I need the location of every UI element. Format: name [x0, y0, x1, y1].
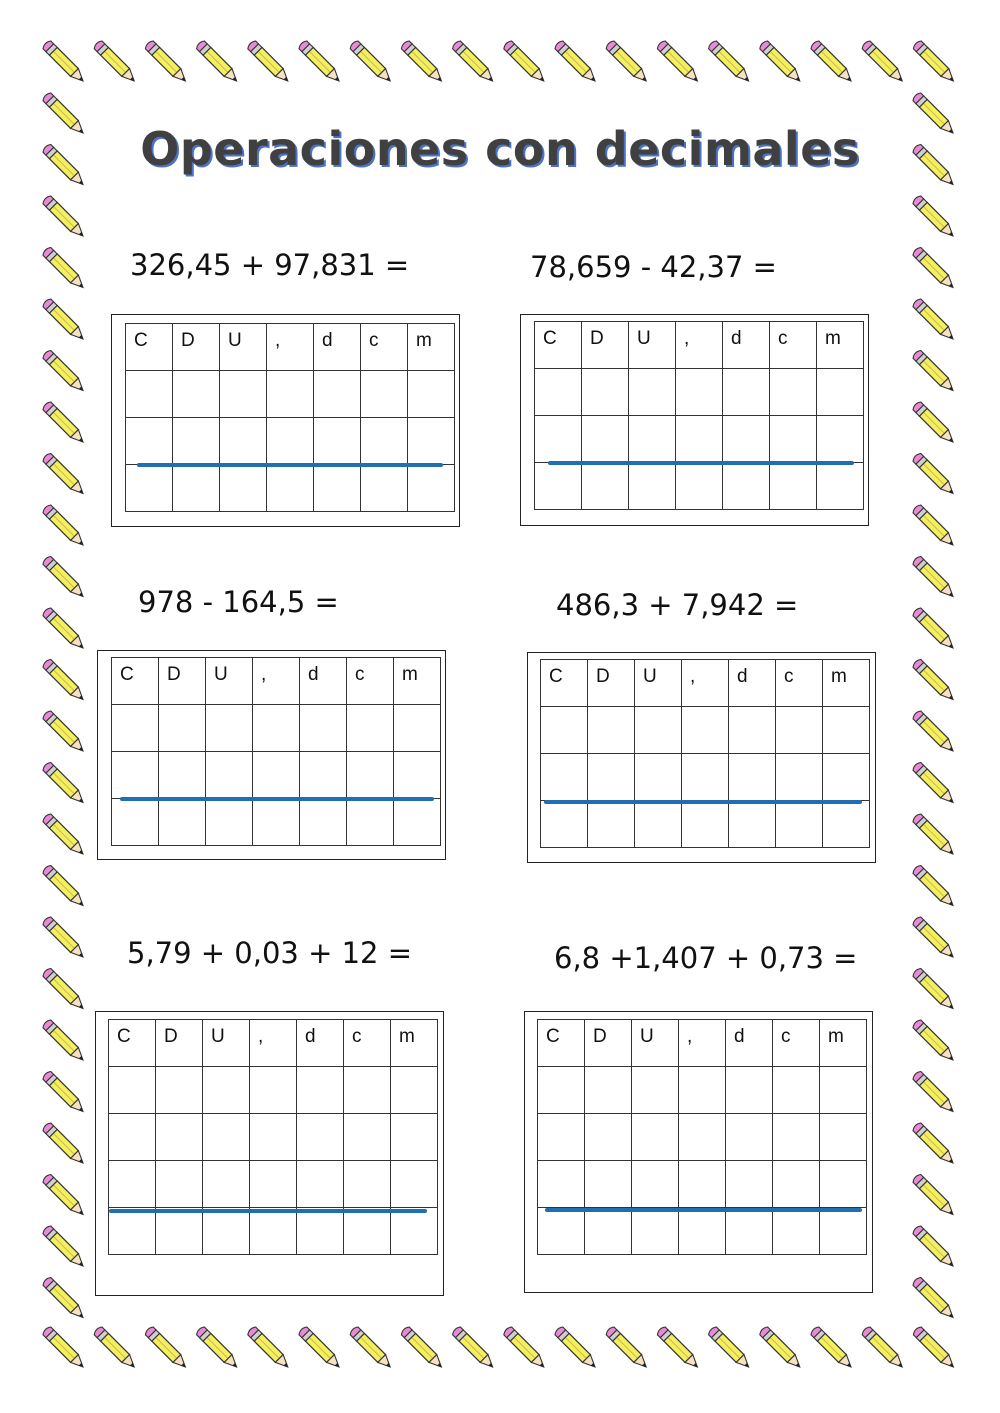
pencil-icon	[93, 40, 138, 85]
pencil-icon	[912, 1122, 957, 1167]
answer-cell[interactable]	[314, 371, 361, 418]
answer-cell[interactable]	[776, 801, 823, 848]
pencil-icon	[349, 1326, 394, 1371]
answer-cell[interactable]	[173, 418, 220, 465]
exercise-3-box	[97, 650, 446, 860]
answer-cell[interactable]	[297, 1067, 344, 1114]
pencil-icon	[758, 40, 803, 85]
answer-cell[interactable]	[206, 705, 253, 752]
pencil-icon	[246, 40, 291, 85]
answer-cell[interactable]	[126, 371, 173, 418]
sum-line	[120, 797, 434, 801]
answer-cell[interactable]	[635, 801, 682, 848]
pencil-icon	[42, 658, 87, 703]
answer-cell[interactable]	[159, 705, 206, 752]
header-cell: m	[394, 658, 441, 705]
pencil-icon	[912, 710, 957, 755]
pencil-icon	[912, 658, 957, 703]
header-cell: U	[635, 660, 682, 707]
pencil-icon	[42, 1276, 87, 1321]
exercise-3-expression: 978 - 164,5 =	[138, 585, 339, 619]
answer-cell[interactable]	[776, 754, 823, 801]
answer-cell[interactable]	[676, 463, 723, 510]
answer-cell[interactable]	[297, 1161, 344, 1208]
pencil-icon	[144, 40, 189, 85]
answer-cell[interactable]	[726, 1161, 773, 1208]
answer-cell[interactable]	[773, 1067, 820, 1114]
pencil-icon	[605, 40, 650, 85]
pencil-icon	[554, 40, 599, 85]
pencil-icon	[42, 401, 87, 446]
pencil-icon	[912, 452, 957, 497]
answer-cell[interactable]	[314, 418, 361, 465]
pencil-icon	[42, 1019, 87, 1064]
answer-cell[interactable]	[300, 799, 347, 846]
pencil-icon	[861, 1326, 906, 1371]
answer-cell[interactable]	[109, 1161, 156, 1208]
pencil-icon	[42, 504, 87, 549]
pencil-icon	[912, 195, 957, 240]
exercise-5-grid	[108, 1019, 438, 1255]
header-cell: c	[347, 658, 394, 705]
answer-cell[interactable]	[156, 1161, 203, 1208]
answer-cell[interactable]	[632, 1208, 679, 1255]
header-cell: c	[776, 660, 823, 707]
pencil-icon	[42, 40, 87, 85]
header-cell: U	[220, 324, 267, 371]
exercise-6-box	[524, 1011, 873, 1293]
pencil-icon	[42, 607, 87, 652]
pencil-icon	[195, 1326, 240, 1371]
sum-line	[544, 800, 862, 804]
answer-cell[interactable]	[729, 801, 776, 848]
answer-cell[interactable]	[582, 463, 629, 510]
answer-cell[interactable]	[723, 369, 770, 416]
answer-cell[interactable]	[820, 1208, 867, 1255]
answer-cell[interactable]	[679, 1161, 726, 1208]
answer-cell[interactable]	[588, 801, 635, 848]
pencil-icon	[349, 40, 394, 85]
page-title: Operaciones con decimales	[140, 122, 860, 176]
pencil-icon	[912, 504, 957, 549]
answer-cell[interactable]	[394, 705, 441, 752]
pencil-icon	[912, 967, 957, 1012]
exercise-6-expression: 6,8 +1,407 + 0,73 =	[554, 941, 858, 975]
header-cell: D	[173, 324, 220, 371]
pencil-icon	[93, 1326, 138, 1371]
exercise-2-grid	[534, 321, 864, 510]
answer-cell[interactable]	[347, 752, 394, 799]
answer-cell[interactable]	[220, 418, 267, 465]
answer-cell[interactable]	[250, 1161, 297, 1208]
answer-cell[interactable]	[635, 754, 682, 801]
answer-cell[interactable]	[220, 465, 267, 512]
pencil-icon	[298, 1326, 343, 1371]
pencil-icon	[912, 349, 957, 394]
answer-cell[interactable]	[773, 1208, 820, 1255]
pencil-icon	[912, 1173, 957, 1218]
sum-line	[548, 461, 854, 465]
pencil-icon	[912, 1326, 957, 1371]
answer-cell[interactable]	[682, 801, 729, 848]
header-cell: d	[297, 1020, 344, 1067]
exercise-5-box	[95, 1011, 444, 1296]
answer-cell[interactable]	[582, 416, 629, 463]
header-cell: c	[773, 1020, 820, 1067]
answer-cell[interactable]	[629, 416, 676, 463]
pencil-icon	[912, 761, 957, 806]
answer-cell[interactable]	[391, 1208, 438, 1255]
answer-cell[interactable]	[112, 752, 159, 799]
answer-cell[interactable]	[156, 1067, 203, 1114]
pencil-icon	[400, 40, 445, 85]
answer-cell[interactable]	[391, 1161, 438, 1208]
answer-cell[interactable]	[250, 1208, 297, 1255]
pencil-icon	[400, 1326, 445, 1371]
sum-line	[545, 1208, 862, 1212]
answer-cell[interactable]	[535, 369, 582, 416]
answer-cell[interactable]	[109, 1114, 156, 1161]
answer-cell[interactable]	[361, 465, 408, 512]
answer-cell[interactable]	[300, 705, 347, 752]
answer-cell[interactable]	[823, 801, 870, 848]
answer-cell[interactable]	[823, 754, 870, 801]
answer-cell[interactable]	[726, 1114, 773, 1161]
answer-cell[interactable]	[109, 1067, 156, 1114]
pencil-icon	[912, 916, 957, 961]
answer-cell[interactable]	[253, 752, 300, 799]
header-cell: ,	[682, 660, 729, 707]
header-cell: d	[723, 322, 770, 369]
pencil-icon	[656, 1326, 701, 1371]
header-cell: d	[314, 324, 361, 371]
pencil-icon	[451, 1326, 496, 1371]
pencil-icon	[246, 1326, 291, 1371]
answer-cell[interactable]	[582, 369, 629, 416]
answer-cell[interactable]	[588, 707, 635, 754]
pencil-icon	[42, 864, 87, 909]
header-cell: U	[629, 322, 676, 369]
answer-cell[interactable]	[109, 1208, 156, 1255]
pencil-icon	[912, 555, 957, 600]
answer-cell[interactable]	[682, 707, 729, 754]
pencil-icon	[912, 298, 957, 343]
answer-cell[interactable]	[723, 463, 770, 510]
answer-cell[interactable]	[820, 1067, 867, 1114]
answer-cell[interactable]	[344, 1114, 391, 1161]
answer-cell[interactable]	[682, 754, 729, 801]
answer-cell[interactable]	[585, 1161, 632, 1208]
pencil-icon	[42, 1225, 87, 1270]
pencil-icon	[42, 1122, 87, 1167]
pencil-icon	[912, 813, 957, 858]
header-cell: ,	[679, 1020, 726, 1067]
header-cell: ,	[250, 1020, 297, 1067]
answer-cell[interactable]	[770, 416, 817, 463]
header-cell: c	[770, 322, 817, 369]
answer-cell[interactable]	[300, 752, 347, 799]
pencil-icon	[42, 246, 87, 291]
answer-cell[interactable]	[585, 1208, 632, 1255]
pencil-icon	[42, 452, 87, 497]
answer-cell[interactable]	[391, 1114, 438, 1161]
answer-cell[interactable]	[267, 371, 314, 418]
exercise-2-box	[520, 314, 869, 526]
answer-cell[interactable]	[770, 463, 817, 510]
pencil-icon	[810, 40, 855, 85]
answer-cell[interactable]	[297, 1208, 344, 1255]
answer-cell[interactable]	[535, 416, 582, 463]
answer-cell[interactable]	[344, 1161, 391, 1208]
answer-cell[interactable]	[541, 801, 588, 848]
exercise-4-grid	[540, 659, 870, 848]
answer-cell[interactable]	[361, 418, 408, 465]
answer-cell[interactable]	[253, 705, 300, 752]
answer-cell[interactable]	[679, 1208, 726, 1255]
answer-cell[interactable]	[632, 1161, 679, 1208]
answer-cell[interactable]	[347, 705, 394, 752]
header-cell: m	[817, 322, 864, 369]
header-cell: ,	[253, 658, 300, 705]
answer-cell[interactable]	[173, 465, 220, 512]
answer-cell[interactable]	[159, 752, 206, 799]
header-cell: ,	[676, 322, 723, 369]
pencil-icon	[42, 916, 87, 961]
exercise-1-expression: 326,45 + 97,831 =	[130, 248, 410, 282]
pencil-icon	[42, 1070, 87, 1115]
header-cell: U	[203, 1020, 250, 1067]
header-cell: D	[588, 660, 635, 707]
answer-cell[interactable]	[394, 799, 441, 846]
answer-cell[interactable]	[773, 1161, 820, 1208]
pencil-icon	[554, 1326, 599, 1371]
pencil-icon	[42, 195, 87, 240]
answer-cell[interactable]	[770, 369, 817, 416]
header-cell: m	[820, 1020, 867, 1067]
exercise-4-expression: 486,3 + 7,942 =	[556, 588, 799, 622]
answer-cell[interactable]	[629, 369, 676, 416]
answer-cell[interactable]	[203, 1114, 250, 1161]
answer-cell[interactable]	[585, 1067, 632, 1114]
answer-cell[interactable]	[344, 1208, 391, 1255]
answer-cell[interactable]	[126, 418, 173, 465]
pencil-icon	[912, 401, 957, 446]
header-cell: D	[585, 1020, 632, 1067]
pencil-icon	[912, 1019, 957, 1064]
header-cell: c	[344, 1020, 391, 1067]
answer-cell[interactable]	[267, 465, 314, 512]
answer-cell[interactable]	[729, 707, 776, 754]
pencil-icon	[707, 1326, 752, 1371]
header-cell: U	[632, 1020, 679, 1067]
answer-cell[interactable]	[676, 416, 723, 463]
pencil-icon	[861, 40, 906, 85]
header-cell: m	[408, 324, 455, 371]
pencil-icon	[298, 40, 343, 85]
pencil-icon	[605, 1326, 650, 1371]
pencil-icon	[451, 40, 496, 85]
sum-line	[137, 463, 443, 467]
header-cell: m	[391, 1020, 438, 1067]
answer-cell[interactable]	[535, 463, 582, 510]
answer-cell[interactable]	[408, 371, 455, 418]
header-cell: C	[541, 660, 588, 707]
header-cell: C	[109, 1020, 156, 1067]
header-cell: C	[535, 322, 582, 369]
answer-cell[interactable]	[394, 752, 441, 799]
answer-cell[interactable]	[538, 1067, 585, 1114]
answer-cell[interactable]	[588, 754, 635, 801]
pencil-icon	[42, 761, 87, 806]
pencil-icon	[42, 1173, 87, 1218]
answer-cell[interactable]	[541, 707, 588, 754]
answer-cell[interactable]	[538, 1208, 585, 1255]
pencil-icon	[42, 813, 87, 858]
answer-cell[interactable]	[206, 799, 253, 846]
header-cell: C	[126, 324, 173, 371]
pencil-icon	[42, 710, 87, 755]
exercise-5-expression: 5,79 + 0,03 + 12 =	[127, 936, 413, 970]
answer-cell[interactable]	[173, 371, 220, 418]
answer-cell[interactable]	[126, 465, 173, 512]
answer-cell[interactable]	[391, 1067, 438, 1114]
header-cell: C	[112, 658, 159, 705]
answer-cell[interactable]	[723, 416, 770, 463]
answer-cell[interactable]	[408, 418, 455, 465]
answer-cell[interactable]	[726, 1067, 773, 1114]
answer-cell[interactable]	[156, 1208, 203, 1255]
answer-cell[interactable]	[632, 1114, 679, 1161]
pencil-icon	[912, 40, 957, 85]
pencil-icon	[502, 40, 547, 85]
pencil-icon	[656, 40, 701, 85]
answer-cell[interactable]	[679, 1067, 726, 1114]
header-cell: d	[729, 660, 776, 707]
answer-cell[interactable]	[297, 1114, 344, 1161]
answer-cell[interactable]	[635, 707, 682, 754]
answer-cell[interactable]	[541, 754, 588, 801]
answer-cell[interactable]	[314, 465, 361, 512]
header-cell: c	[361, 324, 408, 371]
header-cell: D	[582, 322, 629, 369]
answer-cell[interactable]	[112, 799, 159, 846]
answer-cell[interactable]	[729, 754, 776, 801]
header-cell: m	[823, 660, 870, 707]
header-cell: d	[726, 1020, 773, 1067]
pencil-icon	[912, 1070, 957, 1115]
answer-cell[interactable]	[220, 371, 267, 418]
answer-cell[interactable]	[726, 1208, 773, 1255]
pencil-icon	[707, 40, 752, 85]
answer-cell[interactable]	[676, 369, 723, 416]
answer-cell[interactable]	[250, 1067, 297, 1114]
sum-line	[109, 1209, 427, 1213]
answer-cell[interactable]	[773, 1114, 820, 1161]
pencil-icon	[42, 298, 87, 343]
answer-cell[interactable]	[538, 1114, 585, 1161]
pencil-icon	[912, 864, 957, 909]
pencil-icon	[502, 1326, 547, 1371]
answer-cell[interactable]	[344, 1067, 391, 1114]
pencil-icon	[810, 1326, 855, 1371]
answer-cell[interactable]	[820, 1161, 867, 1208]
pencil-icon	[42, 1326, 87, 1371]
exercise-1-box	[111, 314, 460, 527]
answer-cell[interactable]	[679, 1114, 726, 1161]
answer-cell[interactable]	[159, 799, 206, 846]
exercise-4-box	[527, 652, 876, 863]
pencil-icon	[42, 967, 87, 1012]
exercise-6-grid	[537, 1019, 867, 1255]
pencil-icon	[42, 555, 87, 600]
answer-cell[interactable]	[206, 752, 253, 799]
exercise-3-grid	[111, 657, 441, 846]
pencil-icon	[144, 1326, 189, 1371]
answer-cell[interactable]	[267, 418, 314, 465]
answer-cell[interactable]	[776, 707, 823, 754]
answer-cell[interactable]	[203, 1161, 250, 1208]
pencil-icon	[758, 1326, 803, 1371]
answer-cell[interactable]	[408, 465, 455, 512]
answer-cell[interactable]	[817, 463, 864, 510]
pencil-icon	[912, 1276, 957, 1321]
header-cell: d	[300, 658, 347, 705]
header-cell: D	[159, 658, 206, 705]
answer-cell[interactable]	[347, 799, 394, 846]
exercise-2-expression: 78,659 - 42,37 =	[530, 250, 777, 284]
pencil-icon	[195, 40, 240, 85]
answer-cell[interactable]	[203, 1208, 250, 1255]
answer-cell[interactable]	[820, 1114, 867, 1161]
pencil-icon	[912, 246, 957, 291]
answer-cell[interactable]	[156, 1114, 203, 1161]
answer-cell[interactable]	[629, 463, 676, 510]
header-cell: ,	[267, 324, 314, 371]
answer-cell[interactable]	[203, 1067, 250, 1114]
header-cell: D	[156, 1020, 203, 1067]
answer-cell[interactable]	[823, 707, 870, 754]
header-cell: C	[538, 1020, 585, 1067]
answer-cell[interactable]	[112, 705, 159, 752]
answer-cell[interactable]	[253, 799, 300, 846]
pencil-icon	[912, 1225, 957, 1270]
answer-cell[interactable]	[538, 1161, 585, 1208]
exercise-1-grid	[125, 323, 455, 512]
answer-cell[interactable]	[585, 1114, 632, 1161]
answer-cell[interactable]	[632, 1067, 679, 1114]
header-cell: U	[206, 658, 253, 705]
answer-cell[interactable]	[361, 371, 408, 418]
answer-cell[interactable]	[817, 369, 864, 416]
pencil-icon	[912, 607, 957, 652]
pencil-icon	[42, 349, 87, 394]
answer-cell[interactable]	[250, 1114, 297, 1161]
answer-cell[interactable]	[817, 416, 864, 463]
